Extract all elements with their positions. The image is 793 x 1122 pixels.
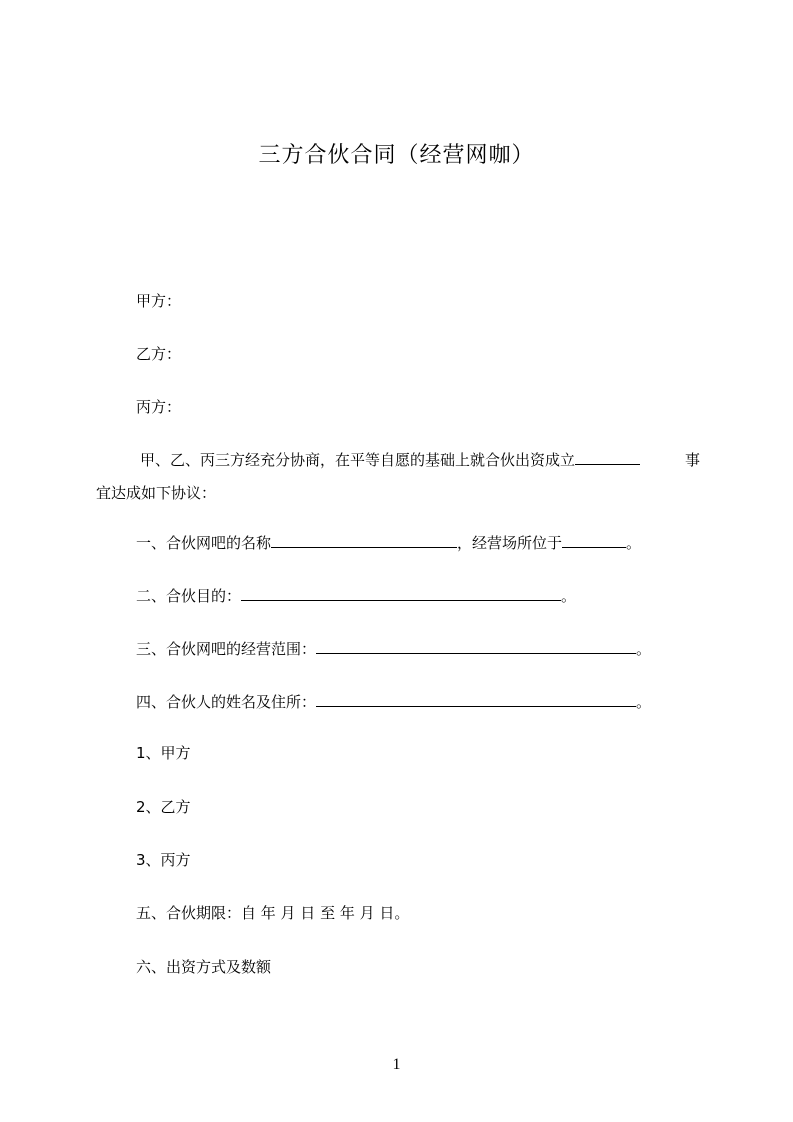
clause-2-blank: [241, 585, 561, 601]
intro-blank: [575, 449, 640, 465]
clause-1: [136, 532, 641, 554]
party-b-line: 乙方：: [136, 345, 182, 363]
clause-4-item-3: 3、丙方: [136, 851, 191, 869]
clause-3: [136, 638, 651, 660]
clause-1-location-label: ，经营场所位于: [457, 534, 563, 552]
intro-paragraph: [96, 444, 700, 510]
party-c-line: 丙方：: [136, 398, 182, 416]
intro-text-after-blank: 事: [684, 451, 700, 469]
clause-2: [136, 585, 576, 607]
clause-5: 五、合伙期限：自 年 月 日 至 年 月 日。: [136, 904, 410, 922]
intro-text-segment: [140, 444, 640, 477]
intro-first-line: [96, 444, 700, 477]
clause-1-label: 一、合伙网吧的名称: [136, 534, 272, 552]
clause-3-label: 三、合伙网吧的经营范围：: [136, 640, 317, 658]
clause-4-blank: [316, 691, 636, 707]
clause-6: 六、出资方式及数额: [136, 958, 272, 976]
clause-2-end: 。: [561, 587, 577, 605]
party-a-line: 甲方：: [136, 292, 182, 310]
intro-second-line: 宜达成如下协议：: [96, 484, 217, 502]
clause-4-end: 。: [636, 693, 652, 711]
clause-3-end: 。: [636, 640, 652, 658]
page-number: 1: [392, 1056, 401, 1073]
clause-2-label: 二、合伙目的：: [136, 587, 242, 605]
clause-1-end: 。: [626, 534, 642, 552]
clause-4-label: 四、合伙人的姓名及住所：: [136, 693, 317, 711]
clause-4: [136, 691, 651, 713]
clause-4-item-2: 2、乙方: [136, 798, 191, 816]
intro-text-start: 甲、乙、丙三方经充分协商，在平等自愿的基础上就合伙出资成立: [140, 451, 576, 469]
clause-3-blank: [316, 638, 636, 654]
clause-4-item-1: 1、甲方: [136, 744, 191, 762]
document-title: 三方合伙合同（经营网咖）: [258, 143, 535, 168]
clause-1-location-blank: [562, 532, 626, 548]
clause-1-name-blank: [271, 532, 457, 548]
